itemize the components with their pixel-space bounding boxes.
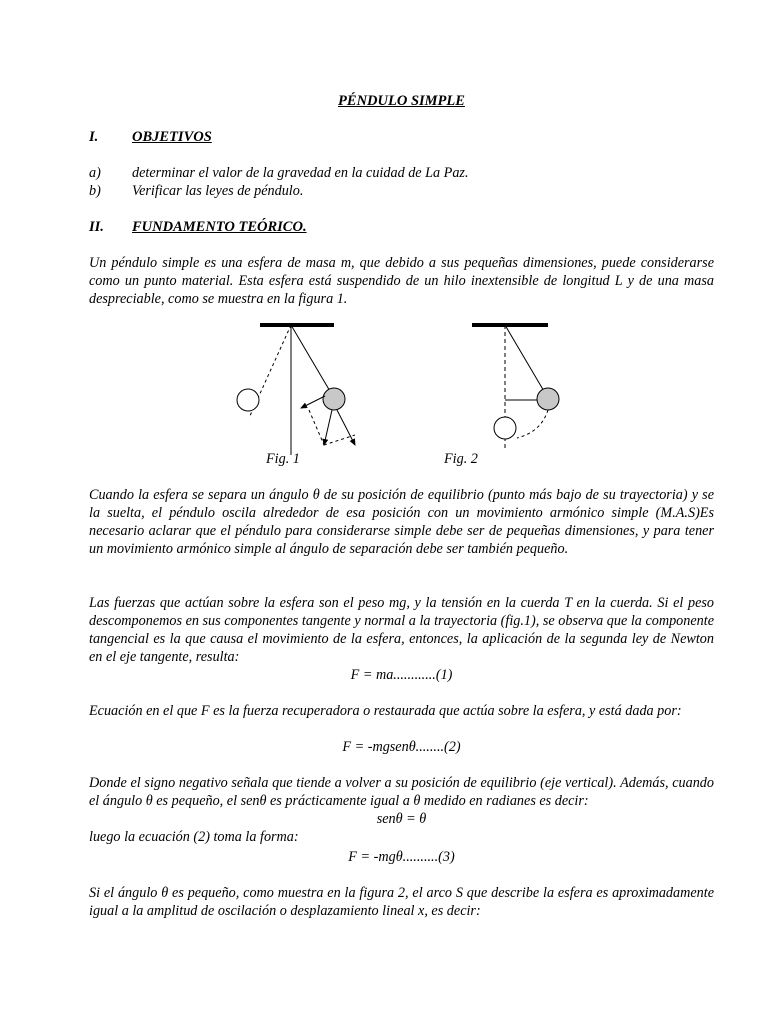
equation-sin-approx: senθ = θ bbox=[376, 811, 427, 827]
section-heading-suffix: . bbox=[302, 219, 307, 235]
initial-sphere bbox=[237, 389, 259, 411]
pendulum-string bbox=[505, 325, 548, 398]
figure-2-diagram bbox=[472, 325, 559, 450]
pendulum-string bbox=[291, 325, 334, 398]
objective-text: Verificar las leyes de péndulo. bbox=[132, 183, 304, 199]
paragraph-arc: Si el ángulo θ es pequeño, como muestra en la figura 2, el arco S que describe la esfera es aproximadamente igual a la amplitud de oscilación o desplazamiento lineal x, es decir: bbox=[89, 885, 714, 919]
paragraph-oscillation: Cuando la esfera se separa un ángulo θ de su posición de equilibrio (punto más bajo de su trayectoria) y se la suelta, el péndulo oscila alrededor de esa posición con un movimiento armónico simple (M.A.S)Es necesario aclarar que el péndulo para considerarse simple debe ser de pequeñas dimensiones, y para tener un movimiento armónico simple al ángulo de separación debe ser también pequeño. bbox=[89, 487, 714, 557]
equation-2: F = -mgsenθ........(2) bbox=[342, 739, 461, 755]
paragraph-intro: Un péndulo simple es una esfera de masa m, que debido a sus pequeñas dimensiones, puede considerarse como un punto material. Esta esfera está suspendido de un hilo inextensible de longitud L y de una masa despreciable, como se muestra en la figura 1. bbox=[89, 255, 714, 307]
figure-1-caption: Fig. 1 bbox=[266, 451, 300, 467]
section-number: I. bbox=[89, 129, 99, 145]
pendulum-figures bbox=[89, 0, 714, 480]
equation-1: F = ma............(1) bbox=[350, 667, 453, 683]
equilibrium-sphere bbox=[494, 417, 516, 439]
objective-letter: b) bbox=[89, 183, 101, 199]
pendulum-sphere bbox=[537, 388, 559, 410]
paragraph-forces: Las fuerzas que actúan sobre la esfera son el peso mg, y la tensión en la cuerda T en la cuerda. Si el peso descomponemos en sus componentes tangente y normal a la trayectoria (fig.1), se observa que la componente tangencial es la que causa el movimiento de la esfera, entonces, la aplicación de la segunda ley de Newton en el eje tangente, resulta: bbox=[89, 595, 714, 665]
section-number: II. bbox=[89, 219, 104, 235]
section-heading-text: FUNDAMENTO TEÓRICO bbox=[132, 219, 303, 235]
text-line: luego la ecuación (2) toma la forma: bbox=[89, 829, 299, 845]
normal-component-arrow bbox=[337, 410, 355, 445]
dashed-projection bbox=[309, 410, 324, 445]
pendulum-sphere bbox=[323, 388, 345, 410]
weight-arrow bbox=[324, 410, 332, 445]
figure-2-caption: Fig. 2 bbox=[444, 451, 478, 467]
objective-letter: a) bbox=[89, 165, 101, 181]
section-heading: OBJETIVOS bbox=[132, 129, 212, 145]
equation-3: F = -mgθ..........(3) bbox=[348, 849, 455, 865]
arc-path bbox=[517, 410, 548, 438]
paragraph-restoring-force: Ecuación en el que F es la fuerza recuperadora o restaurada que actúa sobre la esfera, y está dada por: bbox=[89, 703, 682, 719]
objective-text: determinar el valor de la gravedad en la cuidad de La Paz. bbox=[132, 165, 469, 181]
tension-arrow bbox=[301, 396, 325, 408]
figure-1-diagram bbox=[237, 325, 355, 455]
paragraph-small-angle: Donde el signo negativo señala que tiende a volver a su posición de equilibrio (eje vertical). Además, cuando el ángulo θ es pequeño, el senθ es prácticamente igual a θ medido en radianes es decir: bbox=[89, 775, 714, 809]
page-title: PÉNDULO SIMPLE bbox=[338, 93, 465, 109]
